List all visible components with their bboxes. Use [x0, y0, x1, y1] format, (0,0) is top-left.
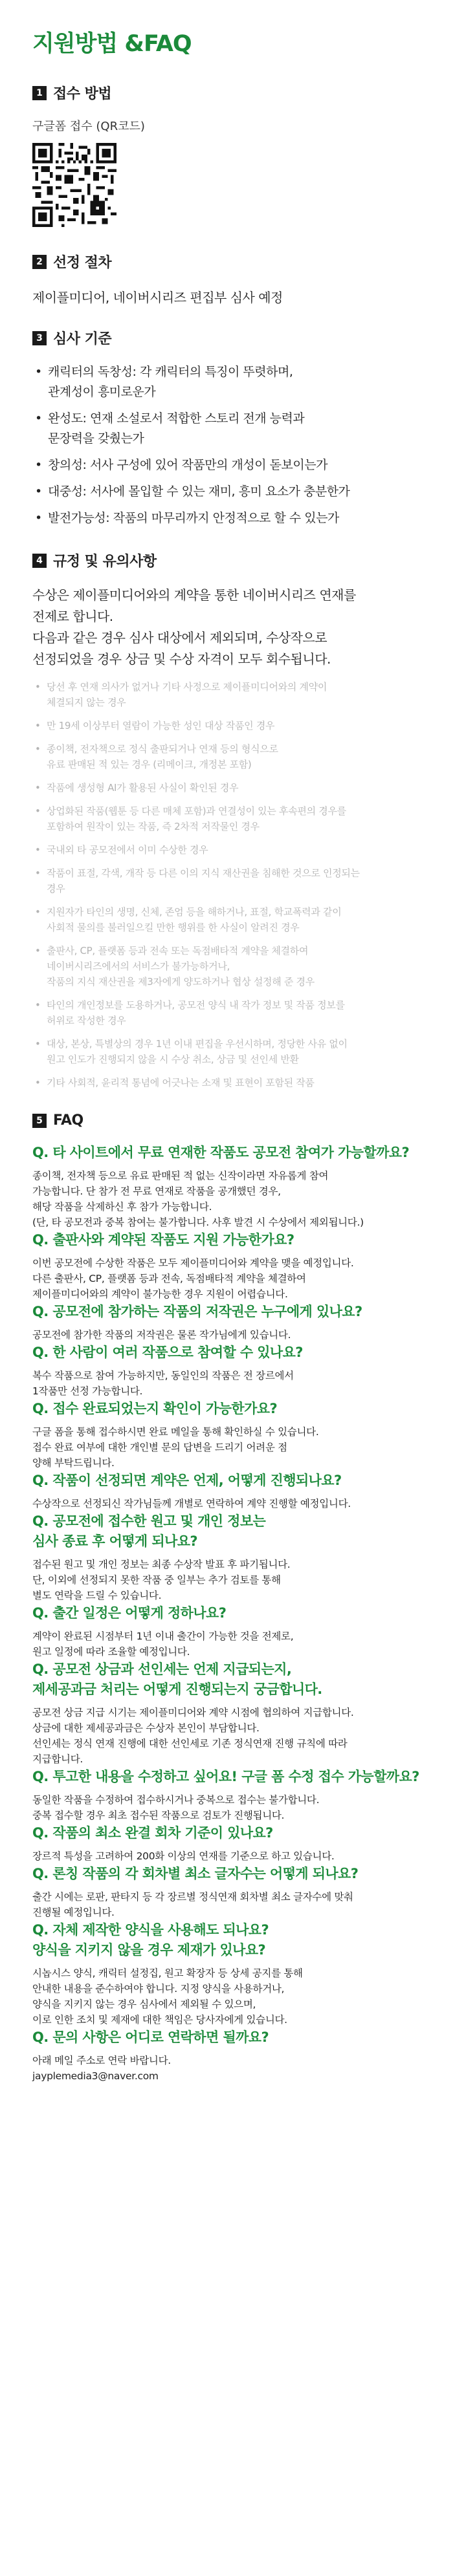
- rule-item: • 지원자가 타인의 생명, 신체, 존엄 등을 해하거나, 표절, 학교폭력과 같이 사회적 물의를 불러일으킬 만한 행위를 한 사실이 알려진 경우: [32, 904, 438, 935]
- section-number: 3: [32, 331, 47, 345]
- rule-item: • 대상, 본상, 특별상의 경우 1년 이내 편집을 우선시하며, 정당한 사유 없이 원고 인도가 진행되지 않을 시 수상 취소, 상금 및 선인세 반환: [32, 1036, 438, 1067]
- faq-item: [32, 1823, 438, 1864]
- faq-answer: 동일한 작품을 수정하여 접수하시거나 중복으로 접수는 불가합니다. 중복 접수할 경우 최초 접수된 작품으로 검토가 진행됩니다.: [32, 1794, 320, 1821]
- section-apply-header: [32, 83, 438, 103]
- faq-item: [32, 1864, 438, 1920]
- section-selection-header: [32, 252, 438, 272]
- section-number: 4: [32, 554, 47, 568]
- faq-item: [32, 1660, 438, 1767]
- faq-question: Q. 공모전에 참가하는 작품의 저작권은 누구에게 있나요?: [32, 1304, 362, 1319]
- faq-question: Q. 자체 제작한 양식을 사용해도 되나요? 양식을 지키지 않을 경우 제재가 있나요?: [32, 1922, 269, 1958]
- section-number: 5: [32, 1114, 47, 1128]
- criteria-list: [32, 362, 438, 528]
- criteria-item: • 창의성: 서사 구성에 있어 작품만의 개성이 돋보이는가: [32, 455, 438, 475]
- faq-answer: 계약이 완료된 시점부터 1년 이내 출간이 가능한 것을 전제로, 원고 일정에 따라 조율할 예정입니다.: [32, 1630, 294, 1658]
- rule-item: • 작품이 표절, 각색, 개작 등 다른 이의 지식 재산권을 침해한 것으로 인정되는 경우: [32, 865, 438, 896]
- section-title: 규정 및 유의사항: [53, 554, 157, 570]
- faq-answer: 아래 메일 주소로 연락 바랍니다. jayplemedia3@naver.com: [32, 2055, 171, 2082]
- faq-answer: 시놉시스 양식, 캐릭터 설정집, 원고 확장자 등 상세 공지를 통해 안내한 내용을 준수하여야 합니다. 지정 양식을 사용하거나, 양식을 지키지 않는 경우 심사에서 제외될 수 있으며, 이로 인한 조치 및 제재에 대한 책임은 당사자에게 있습니다.: [32, 1967, 303, 2026]
- faq-item: [32, 2028, 438, 2084]
- faq-answer: 구글 폼을 통해 접수하시면 완료 메일을 통해 확인하실 수 있습니다. 접수 완료 여부에 대한 개인별 문의 답변을 드리기 어려운 점 양해 부탁드립니다.: [32, 1426, 319, 1469]
- faq-item: [32, 1143, 438, 1230]
- rule-item: • 만 19세 이상부터 열람이 가능한 성인 대상 작품인 경우: [32, 718, 438, 733]
- faq-question: Q. 작품이 선정되면 계약은 언제, 어떻게 진행되나요?: [32, 1473, 342, 1488]
- section-number: 2: [32, 255, 47, 269]
- faq-answer: 공모전 상금 지급 시기는 제이플미디어와 계약 시점에 협의하여 지급합니다. 상금에 대한 제세공과금은 수상자 본인이 부담합니다. 선인세는 정식 연재 진행에 대한 선인세로 기존 정식연재 진행 규칙에 따라 지급합니다.: [32, 1707, 354, 1765]
- section-title: FAQ: [53, 1112, 83, 1129]
- criteria-item: • 대중성: 서사에 몰입할 수 있는 재미, 흥미 요소가 충분한가: [32, 482, 438, 502]
- faq-item: [32, 1767, 438, 1823]
- faq-item: [32, 1603, 438, 1660]
- rule-item: • 작품에 생성형 AI가 활용된 사실이 확인된 경우: [32, 780, 438, 796]
- selection-text: 제이플미디어, 네이버시리즈 편집부 심사 예정: [32, 290, 283, 305]
- faq-question: Q. 작품의 최소 완결 회차 기준이 있나요?: [32, 1825, 273, 1841]
- faq-question: Q. 한 사람이 여러 작품으로 참여할 수 있나요?: [32, 1345, 303, 1360]
- faq-answer: 공모전에 참가한 작품의 저작권은 물론 작가님에게 있습니다.: [32, 1329, 291, 1341]
- faq-question: Q. 문의 사항은 어디로 연락하면 될까요?: [32, 2029, 269, 2045]
- criteria-item: • 캐릭터의 독창성: 각 캐릭터의 특징이 뚜렷하며, 관계성이 흥미로운가: [32, 362, 438, 402]
- criteria-item: • 완성도: 연재 소설로서 적합한 스토리 전개 능력과 문장력을 갖췄는가: [32, 409, 438, 449]
- faq-question: Q. 론칭 작품의 각 회차별 최소 글자수는 어떻게 되나요?: [32, 1866, 359, 1881]
- faq-item: [32, 1471, 438, 1511]
- faq-answer: 장르적 특성을 고려하여 200화 이상의 연재를 기준으로 하고 있습니다.: [32, 1850, 335, 1862]
- faq-item: [32, 1230, 438, 1302]
- faq-item: [32, 1399, 438, 1471]
- rules-list: [32, 679, 438, 1090]
- criteria-item: • 발전가능성: 작품의 마무리까지 안정적으로 할 수 있는가: [32, 508, 438, 528]
- faq-question: Q. 공모전 상금과 선인세는 언제 지급되는지, 제세공과금 처리는 어떻게 진행되는지 궁금합니다.: [32, 1661, 322, 1697]
- faq-answer: 수상작으로 선정되신 작가님들께 개별로 연락하여 계약 진행할 예정입니다.: [32, 1498, 351, 1510]
- faq-item: [32, 1511, 438, 1603]
- section-faq-header: [32, 1112, 438, 1129]
- section-number: 1: [32, 86, 47, 100]
- qr-code-icon[interactable]: [32, 143, 116, 227]
- faq-question: Q. 타 사이트에서 무료 연재한 작품도 공모전 참여가 가능할까요?: [32, 1145, 410, 1160]
- faq-answer: 이번 공모전에 수상한 작품은 모두 제이플미디어와 계약을 맺을 예정입니다. 다른 출판사, CP, 플랫폼 등과 전속, 독점배타적 계약을 체결하여 제이플미디어와의 계약이 불가능한 경우 지원이 어렵습니다.: [32, 1257, 354, 1300]
- faq-answer: 접수된 원고 및 개인 정보는 최종 수상작 발표 후 파기됩니다. 단, 이외에 선정되지 못한 작품 중 일부는 추가 검토를 통해 별도 연락을 드릴 수 있습니다.: [32, 1559, 291, 1601]
- rule-item: • 종이책, 전자책으로 정식 출판되거나 연재 등의 형식으로 유료 판매된 적 있는 경우 (리메이크, 개정본 포함): [32, 741, 438, 772]
- section-rules-header: [32, 550, 438, 570]
- rule-item: • 국내외 타 공모전에서 이미 수상한 경우: [32, 842, 438, 858]
- qr-caption: 구글폼 접수 (QR코드): [32, 120, 145, 133]
- section-title: 접수 방법: [53, 86, 112, 102]
- faq-answer: 종이책, 전자책 등으로 유료 판매된 적 없는 신작이라면 자유롭게 참여 가능합니다. 단 참가 전 무료 연재로 작품을 공개했던 경우, 해당 작품을 삭제하신 후 참가 가능합니다. (단, 타 공모전과 중복 참여는 불가합니다. 사후 발견 시 수상에서 제외됩니다.): [32, 1170, 364, 1228]
- faq-item: [32, 1343, 438, 1399]
- rule-item: • 타인의 개인정보를 도용하거나, 공모전 양식 내 작가 정보 및 작품 정보를 허위로 작성한 경우: [32, 997, 438, 1028]
- faq-question: Q. 투고한 내용을 수정하고 싶어요! 구글 폼 수정 접수 가능할까요?: [32, 1769, 419, 1784]
- section-criteria-header: [32, 328, 438, 348]
- faq-item: [32, 1302, 438, 1343]
- faq-answer: 복수 작품으로 참여 가능하지만, 동일인의 작품은 전 장르에서 1작품만 선정 가능합니다.: [32, 1370, 294, 1397]
- faq-item: [32, 1920, 438, 2028]
- rule-item: • 당선 후 연재 의사가 없거나 기타 사정으로 제이플미디어와의 계약이 체결되지 않는 경우: [32, 679, 438, 710]
- faq-question: Q. 출간 일정은 어떻게 정하나요?: [32, 1605, 227, 1621]
- page-title: 지원방법 &FAQ: [32, 31, 192, 57]
- faq-question: Q. 공모전에 접수한 원고 및 개인 정보는 심사 종료 후 어떻게 되나요?: [32, 1513, 266, 1549]
- rule-item: • 상업화된 작품(웹툰 등 다른 매체 포함)과 연결성이 있는 후속편의 경우를 포함하여 원작이 있는 작품, 즉 2차적 저작물인 경우: [32, 803, 438, 834]
- faq-answer: 출간 시에는 로판, 판타지 등 각 장르별 정식연재 회차별 최소 글자수에 맞춰 진행될 예정입니다.: [32, 1891, 353, 1918]
- rule-item: • 기타 사회적, 윤리적 통념에 어긋나는 소재 및 표현이 포함된 작품: [32, 1075, 438, 1090]
- rule-item: • 출판사, CP, 플랫폼 등과 전속 또는 독점배타적 계약을 체결하여 네이버시리즈에서의 서비스가 불가능하거나, 작품의 지식 재산권을 제3자에게 양도하거나 협상 설정해 준 경우: [32, 943, 438, 990]
- faq-question: Q. 출판사와 계약된 작품도 지원 가능한가요?: [32, 1232, 294, 1248]
- section-title: 선정 절차: [53, 255, 112, 271]
- faq-list: [32, 1143, 438, 2084]
- rules-intro: 수상은 제이플미디어와의 계약을 통한 네이버시리즈 연재를 전제로 합니다. 다음과 같은 경우 심사 대상에서 제외되며, 수상작으로 선정되었을 경우 상금 및 수상 자격이 모두 회수됩니다.: [32, 587, 356, 667]
- faq-question: Q. 접수 완료되었는지 확인이 가능한가요?: [32, 1401, 278, 1416]
- section-title: 심사 기준: [53, 331, 112, 347]
